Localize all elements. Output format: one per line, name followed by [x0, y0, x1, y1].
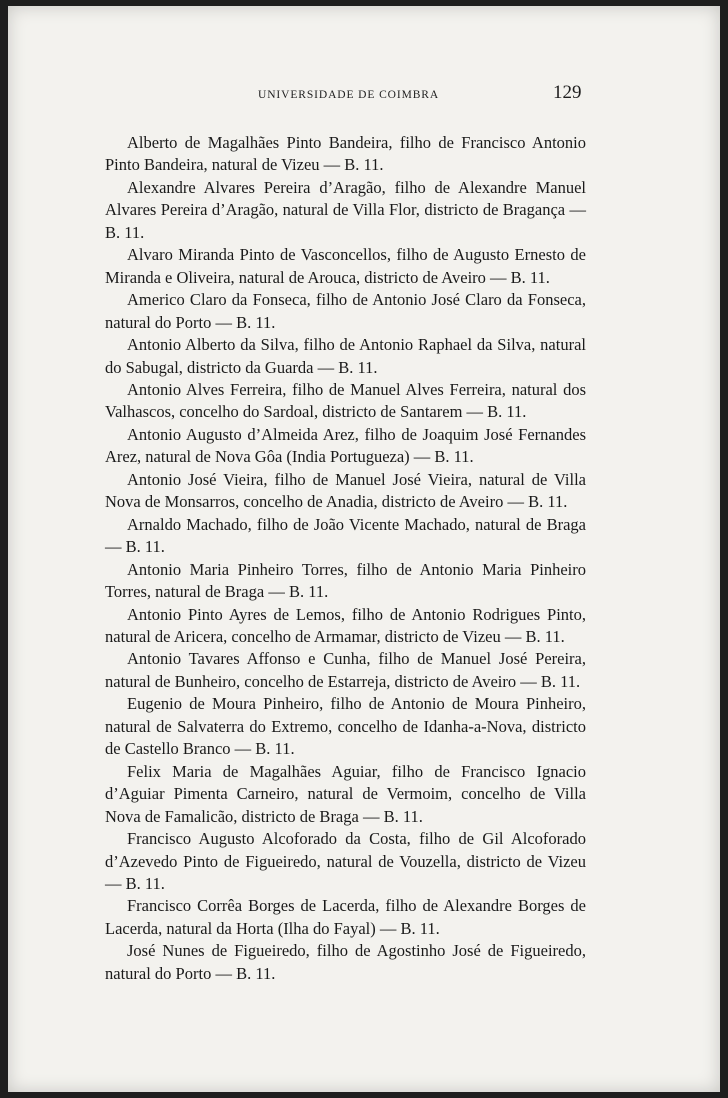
list-entry: Arnaldo Machado, filho de João Vicente Machado, natural de Braga — B. 11. — [105, 514, 586, 557]
list-entry: José Nunes de Figueiredo, filho de Agostinho José de Figueiredo, natural do Porto — B. 11. — [105, 941, 586, 983]
list-entry: Antonio Tavares Affonso e Cunha, filho de Manuel José Pereira, natural de Bunheiro, concelho de Estarreja, districto de Aveiro — B. 11. — [105, 649, 586, 691]
running-title: UNIVERSIDADE DE COIMBRA — [258, 89, 440, 101]
student-list — [105, 132, 586, 985]
list-entry: Antonio Alves Ferreira, filho de Manuel Alves Ferreira, natural dos Valhascos, concelho do Sardoal, districto de Santarem — B. 11. — [105, 379, 586, 422]
list-entry: Francisco Augusto Alcoforado da Costa, filho de Gil Alcoforado d’Azevedo Pinto de Figueiredo, natural de Vouzella, districto de Vizeu — B. 11. — [105, 829, 586, 893]
list-entry: Antonio Alberto da Silva, filho de Antonio Raphael da Silva, natural do Sabugal, districto da Guarda — B. 11. — [105, 335, 586, 377]
list-entry: Eugenio de Moura Pinheiro, filho de Antonio de Moura Pinheiro, natural de Salvaterra do Extremo, concelho de Idanha-a-Nova, districto de Castello Branco — B. 11. — [105, 694, 586, 759]
list-entry: Francisco Corrêa Borges de Lacerda, filho de Alexandre Borges de Lacerda, natural da Horta (Ilha do Fayal) — B. 11. — [105, 896, 586, 938]
list-entry: Antonio Pinto Ayres de Lemos, filho de Antonio Rodrigues Pinto, natural de Aricera, concelho de Armamar, districto de Vizeu — B. 11. — [105, 604, 586, 646]
list-entry: Antonio Augusto d’Almeida Arez, filho de Joaquim José Fernandes Arez, natural de Nova Gôa (India Portugueza) — B. 11. — [105, 424, 586, 467]
list-entry: Alexandre Alvares Pereira d’Aragão, filho de Alexandre Manuel Alvares Pereira d’Aragão, natural de Villa Flor, districto de Bragança — B. 11. — [105, 177, 586, 242]
page-number: 129 — [553, 82, 582, 103]
list-entry: Alvaro Miranda Pinto de Vasconcellos, filho de Augusto Ernesto de Miranda e Oliveira, natural de Arouca, districto de Aveiro — B. 11. — [105, 245, 586, 287]
book-page — [8, 6, 720, 1092]
list-entry: Antonio Maria Pinheiro Torres, filho de Antonio Maria Pinheiro Torres, natural de Braga — B. 11. — [105, 559, 586, 602]
page-header — [8, 6, 720, 116]
list-entry: Antonio José Vieira, filho de Manuel José Vieira, natural de Villa Nova de Monsarros, concelho de Anadia, districto de Aveiro — B. 11. — [105, 469, 586, 512]
list-entry: Americo Claro da Fonseca, filho de Antonio José Claro da Fonseca, natural do Porto — B. 11. — [105, 290, 586, 332]
list-entry: Felix Maria de Magalhães Aguiar, filho de Francisco Ignacio d’Aguiar Pimenta Carneiro, natural de Vermoim, concelho de Villa Nova de Famalicão, districto de Braga — B. 11. — [105, 761, 586, 826]
list-entry: Alberto de Magalhães Pinto Bandeira, filho de Francisco Antonio Pinto Bandeira, natural de Vizeu — B. 11. — [105, 133, 586, 175]
